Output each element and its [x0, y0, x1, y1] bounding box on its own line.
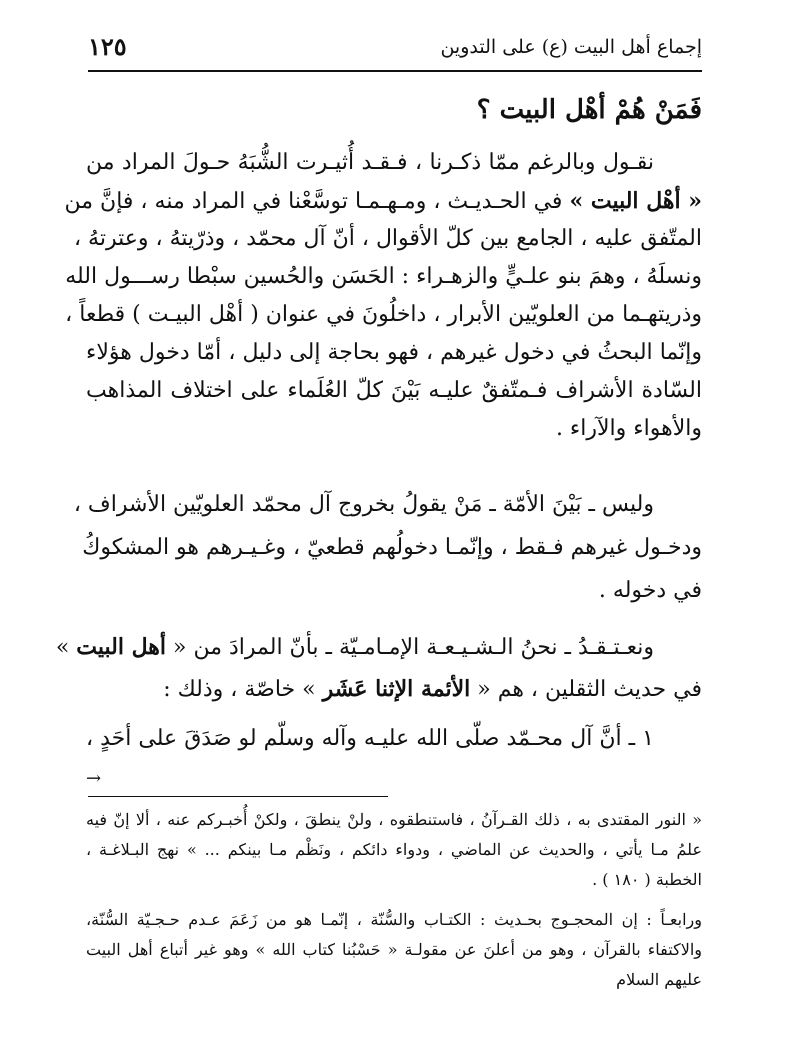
- paragraph-1-line-1: نقـول وبالرغم ممّا ذكـرنا ، فـقـد أُثيـرت الشُّبَهُ حـولَ المراد من: [86, 150, 654, 175]
- paragraph-3-line-2-end: » خاصّة ، وذلك :: [163, 677, 323, 702]
- term-twelve-imams: الأئمة الإثنا عَشَر: [322, 676, 471, 702]
- paragraph-1-line-6: وإنّما البحثُ في دخول غيرهم ، فهو بحاجة إلى دليل ، أمّا دخول هؤلاء: [86, 340, 702, 365]
- paragraph-3-line-2: [86, 678, 702, 701]
- paragraph-3-line-1: [55, 634, 654, 660]
- paragraph-1-line-2: [64, 188, 702, 214]
- footnote-line-1: « النور المقتدى به ، ذلك القـرآنُ ، فاستنطقوه ، ولنْ ينطقَ ، ولكنْ أُخبـركم عنه ، ألا إنّ فيه: [86, 810, 702, 829]
- paragraph-1-line-8: والأهواء والآراء .: [555, 416, 702, 441]
- section-heading: فَمَنْ هُمْ أهْل البيت ؟: [476, 95, 702, 125]
- paragraph-1-line-3: المتّفق عليه ، الجامع بين كلّ الأقوال ، أنّ آل محمّد ، وذرّيتهُ ، وعترتهُ ،: [73, 226, 702, 251]
- paragraph-1-line-2-rest: في الحـديـث ، ومـهـمـا توسَّعْنا في المراد منه ، فإنَّ من: [64, 189, 570, 214]
- term-ahl-al-bayt-2: أهل البيت: [76, 634, 166, 660]
- paragraph-3-line-1-lead: ونعـتـقـدُ ـ نحنُ الـشـيـعـة الإمـامـيّة ـ بأنّ المرادَ من «: [166, 635, 654, 660]
- paragraph-2-line-2: ودخـول غيرهم فـقط ، وإنّمـا دخولُهم قطعيّ ، وغـيـرهم هو المشكوكُ: [82, 535, 702, 560]
- footnote-line-6: عليهم السلام: [616, 970, 702, 989]
- continuation-arrow-icon: →: [86, 768, 102, 789]
- running-title: إجماع أهل البيت (ع) على التدوين: [440, 36, 702, 58]
- paragraph-2-line-3: في دخوله .: [598, 578, 702, 603]
- paragraph-1-line-7: السّادة الأشراف فـمتّفقٌ عليـه بَيْنَ كلّ العُلَماء على اختلاف المذاهب: [86, 378, 702, 403]
- footnote-line-3: الخطبة ( ١٨٠ ) .: [592, 870, 702, 889]
- paragraph-3-line-1-end: »: [55, 635, 77, 660]
- paragraph-2-line-1: وليس ـ بَيْنَ الأمّة ـ مَنْ يقولُ بخروج آل محمّد العلويّين الأشراف ،: [73, 492, 654, 517]
- page-number: ١٢٥: [88, 32, 127, 61]
- footnote-line-4: ورابعـاً : إن المحجـوج بحـديث : الكتـاب والسُّنّة ، إنّمـا هو من زَعَمَ عـدم حـجـيّة السُّنّة،: [86, 910, 702, 929]
- point-1-line: ١ ـ أنَّ آل محـمّد صلّى الله عليـه وآله وسلّم لو صَدَقَ على أحَدٍ ،: [86, 726, 654, 751]
- footnote-line-2: علمُ مـا يأتي ، والحديث عن الماضي ، ودواء دائكم ، ونَظْم مـا بينكم ... » نهج البـلاغـة ،: [86, 840, 702, 859]
- paragraph-1-line-5: وذريتهـما من العلويّين الأبرار ، داخلُونَ في عنوان ( أهْل البيـت ) قطعاً ،: [65, 302, 702, 327]
- footnote-line-5: والاكتفاء بالقرآن ، وهو من أعلنَ عن مقولـة « حَسْبُنا كتاب الله » وهو غير أتباع أهل البيت: [86, 940, 702, 959]
- footnote-divider: [88, 796, 388, 797]
- paragraph-1-line-4: ونسلَهُ ، وهمَ بنو علـيٍّ والزهـراء : الحَسَن والحُسين سبْطا رســـول الله: [65, 264, 702, 289]
- term-ahl-al-bayt: « أهْل البيت »: [569, 188, 702, 214]
- page-header: [88, 30, 702, 72]
- paragraph-3-line-2-lead: في حديث الثقلين ، هم «: [470, 677, 702, 702]
